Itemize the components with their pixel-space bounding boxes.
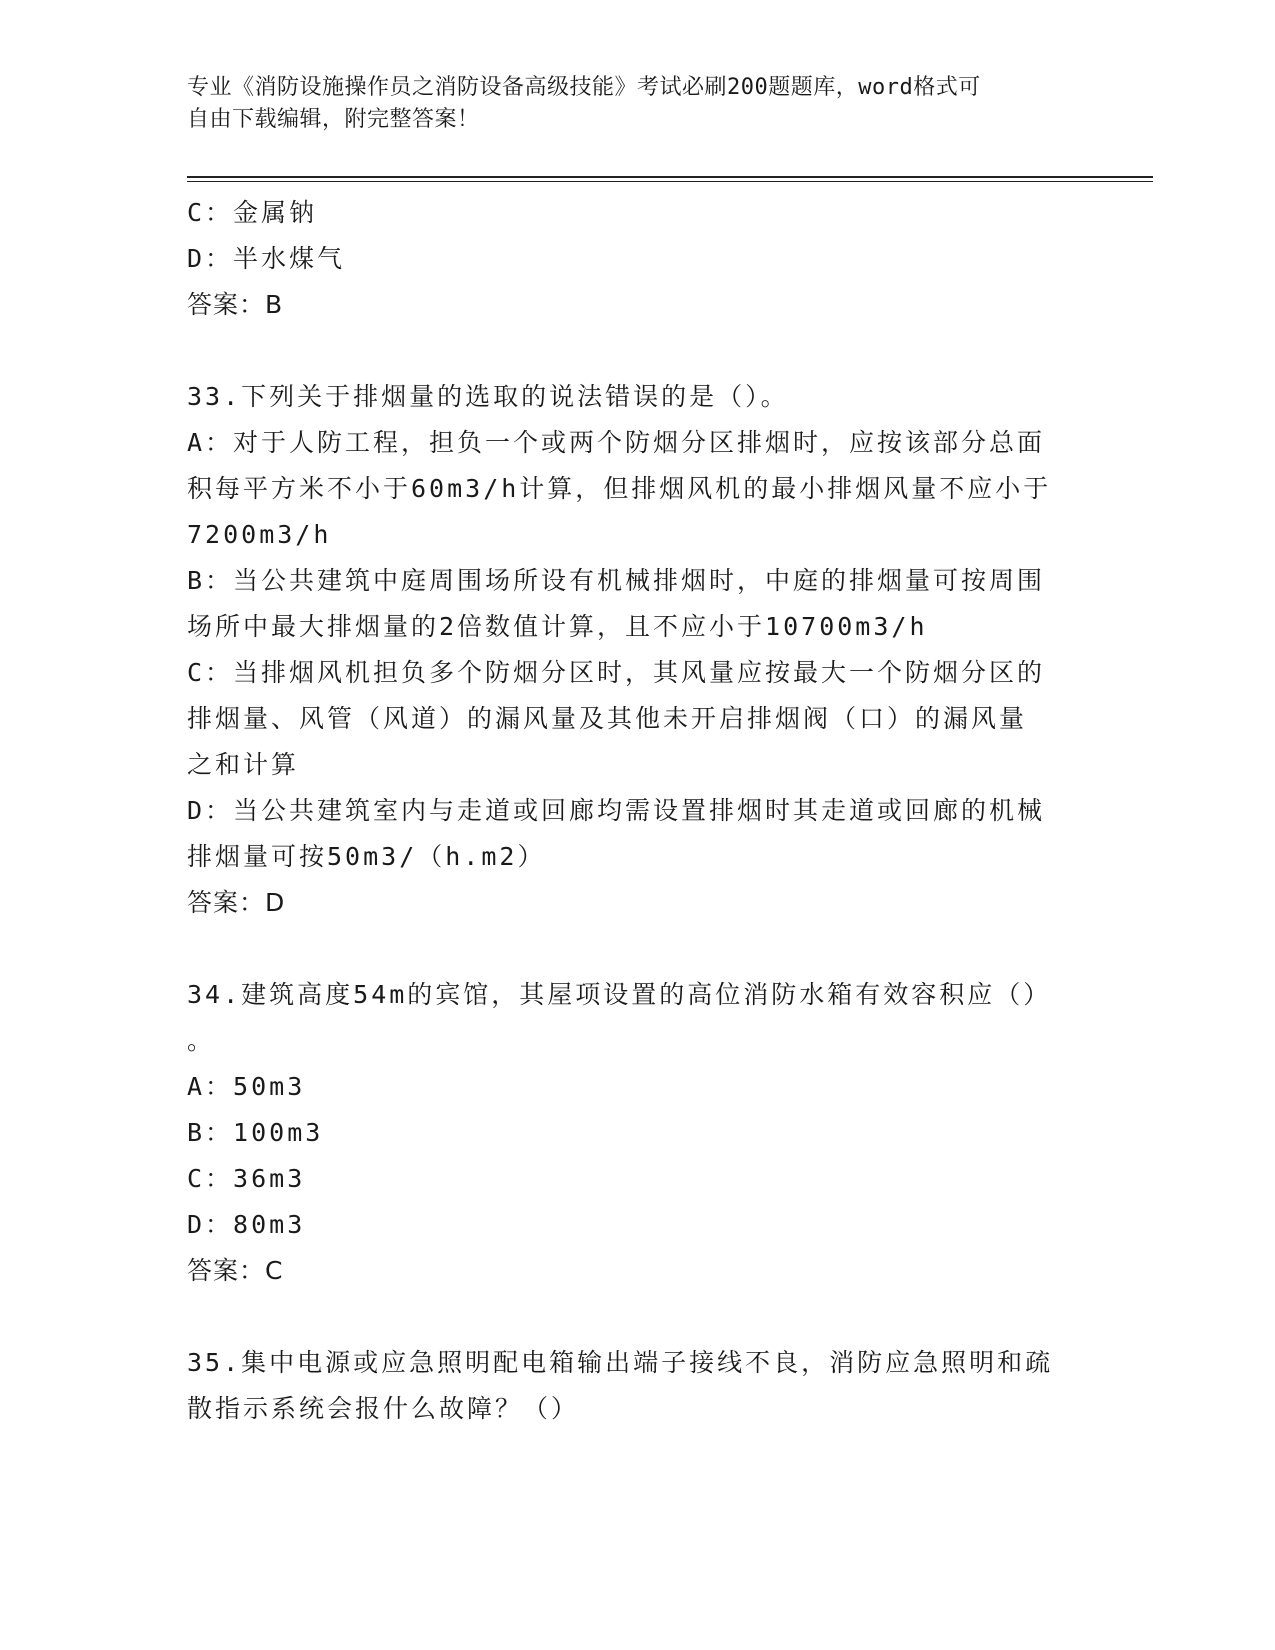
q33-option-b-line-1: B：当公共建筑中庭周围场所设有机械排烟时，中庭的排烟量可按周围 <box>187 566 1046 595</box>
header-divider-thin <box>187 181 1153 182</box>
q33-option-a-line-3: 7200m3/h <box>187 520 332 549</box>
q33-option-c-line-2: 排烟量、风管（风道）的漏风量及其他未开启排烟阀（口）的漏风量 <box>187 704 1028 733</box>
q33-option-c-line-3: 之和计算 <box>187 750 300 779</box>
q34-option-c: C：36m3 <box>187 1164 306 1193</box>
q34-option-a: A：50m3 <box>187 1072 306 1101</box>
q34-answer: 答案：C <box>187 1256 284 1285</box>
document-header <box>187 72 1087 136</box>
q34-stem-line-2: 。 <box>187 1026 216 1055</box>
prev-answer: 答案：B <box>187 290 284 319</box>
q33-option-a-line-1: A：对于人防工程，担负一个或两个防烟分区排烟时，应按该部分总面 <box>187 428 1046 457</box>
prev-option-c: C：金属钠 <box>187 198 318 227</box>
q35-stem-line-1: 35.集中电源或应急照明配电箱输出端子接线不良，消防应急照明和疏 <box>187 1348 1054 1377</box>
header-divider-thick <box>187 176 1153 178</box>
q33-stem: 33.下列关于排烟量的选取的说法错误的是（）。 <box>187 382 789 411</box>
spacer <box>187 328 1087 374</box>
q33-option-a-line-2: 积每平方米不小于60m3/h计算，但排烟风机的最小排烟风量不应小于 <box>187 474 1052 503</box>
q34-option-d: D：80m3 <box>187 1210 306 1239</box>
q33-option-c-line-1: C：当排烟风机担负多个防烟分区时，其风量应按最大一个防烟分区的 <box>187 658 1046 687</box>
q33-option-b-line-2: 场所中最大排烟量的2倍数值计算，且不应小于10700m3/h <box>187 612 928 641</box>
spacer <box>187 926 1087 972</box>
question-content <box>187 190 1087 1432</box>
q33-option-d-line-1: D：当公共建筑室内与走道或回廊均需设置排烟时其走道或回廊的机械 <box>187 796 1046 825</box>
q34-stem-line-1: 34.建筑高度54m的宾馆，其屋项设置的高位消防水箱有效容积应（） <box>187 980 1052 1009</box>
header-line-2: 自由下载编辑，附完整答案！ <box>187 107 480 132</box>
prev-option-d: D：半水煤气 <box>187 244 346 273</box>
spacer <box>187 1294 1087 1340</box>
q33-option-d-line-2: 排烟量可按50m3/（h.m2） <box>187 842 546 871</box>
q35-stem-line-2: 散指示系统会报什么故障？（） <box>187 1394 580 1423</box>
q33-answer: 答案：D <box>187 888 286 917</box>
header-line-1: 专业《消防设施操作员之消防设备高级技能》考试必刷200题题库，word格式可 <box>187 75 981 100</box>
q34-option-b: B：100m3 <box>187 1118 324 1147</box>
